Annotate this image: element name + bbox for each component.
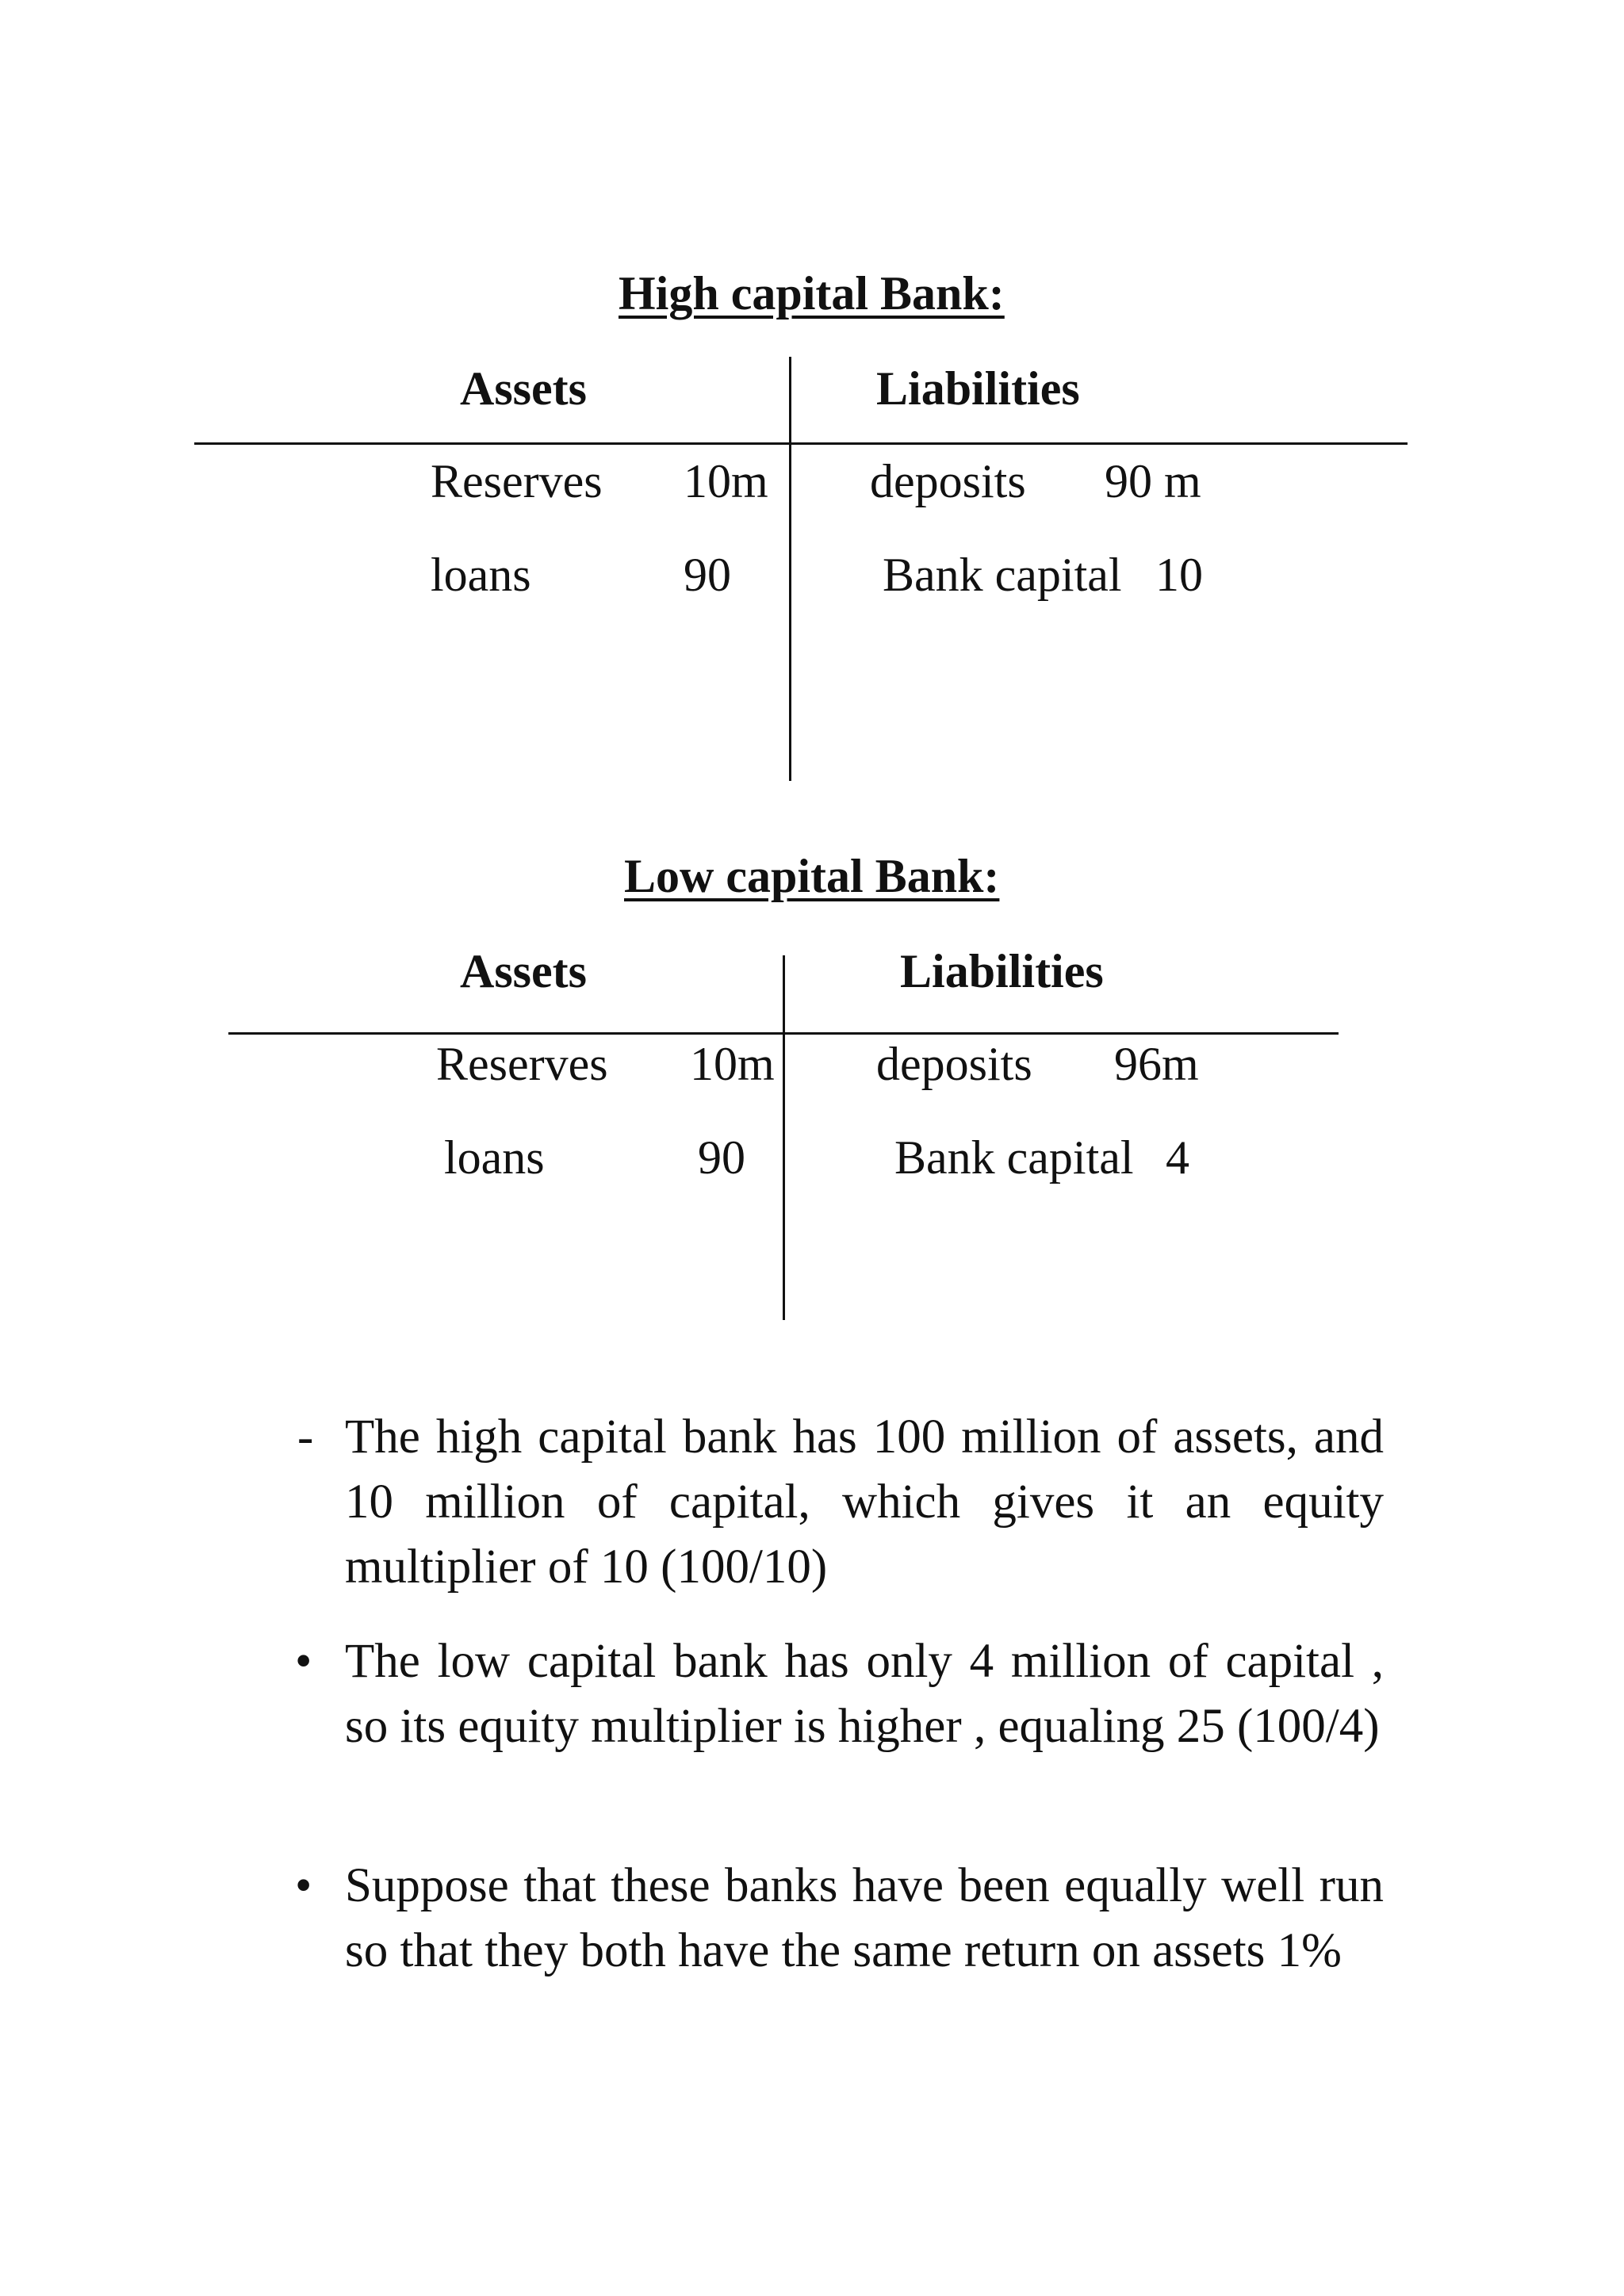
high-bank-asset-label: loans xyxy=(431,549,531,601)
low-bank-asset-value: 10m xyxy=(690,1038,775,1090)
high-bank-liability-label: deposits xyxy=(870,455,1026,507)
low-bank-asset-label: loans xyxy=(444,1131,545,1184)
high-bank-horizontal-rule xyxy=(194,442,1408,445)
low-bank-liability-value: 96m xyxy=(1114,1038,1199,1090)
low-bank-liabilities-header: Liabilities xyxy=(900,945,1104,997)
high-bank-liabilities-header: Liabilities xyxy=(876,362,1080,415)
dash-marker: - xyxy=(297,1410,314,1464)
high-bank-assets-header: Assets xyxy=(460,362,587,415)
note-paragraph: The low capital bank has only 4 million of capital , so its equity multiplier is higher , equaling 25 (100/4) xyxy=(345,1635,1384,1753)
high-bank-asset-label: Reserves xyxy=(431,455,603,507)
bullet-marker: • xyxy=(295,1635,312,1688)
high-bank-vertical-rule xyxy=(789,357,791,781)
high-bank-liability-value: 10 xyxy=(1155,549,1203,601)
low-bank-liability-label: Bank capital xyxy=(894,1131,1134,1184)
low-capital-bank-title: Low capital Bank: xyxy=(624,850,1000,902)
low-bank-liability-value: 4 xyxy=(1166,1131,1189,1184)
high-bank-asset-value: 90 xyxy=(684,549,731,601)
high-capital-bank-title: High capital Bank: xyxy=(619,267,1005,320)
low-bank-asset-label: Reserves xyxy=(436,1038,608,1090)
low-bank-liability-label: deposits xyxy=(876,1038,1032,1090)
bullet-marker: • xyxy=(295,1859,312,1912)
low-bank-assets-header: Assets xyxy=(460,945,587,997)
note-paragraph: Suppose that these banks have been equally well run so that they both have the same return on assets 1% xyxy=(345,1859,1384,1977)
high-bank-asset-value: 10m xyxy=(684,455,768,507)
low-bank-asset-value: 90 xyxy=(698,1131,745,1184)
low-bank-vertical-rule xyxy=(783,955,785,1320)
high-bank-liability-value: 90 m xyxy=(1105,455,1201,507)
high-bank-liability-label: Bank capital xyxy=(883,549,1122,601)
note-paragraph: The high capital bank has 100 million of assets, and 10 million of capital, which gives it an equity multiplier of 10 (100/10) xyxy=(345,1410,1384,1594)
